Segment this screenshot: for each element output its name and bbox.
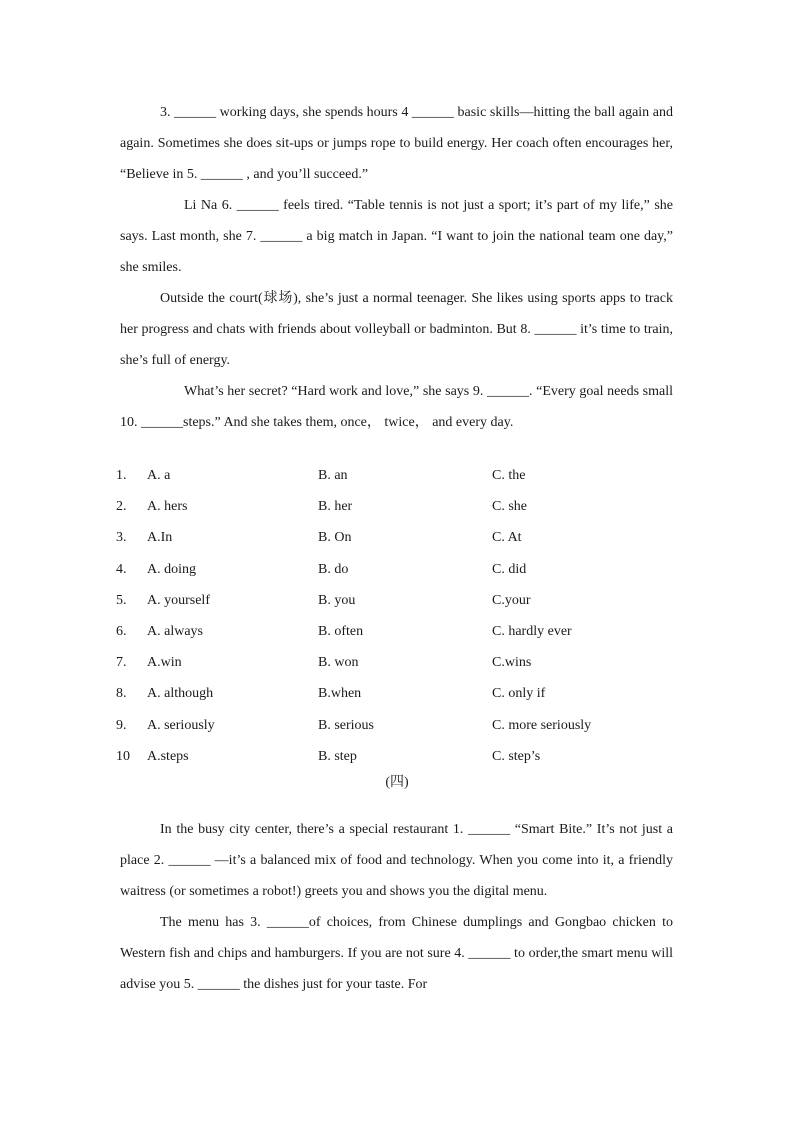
passage-two — [120, 814, 673, 1000]
option-row — [116, 585, 676, 616]
option-a: A. a — [147, 468, 171, 483]
option-c: C. step’s — [492, 748, 541, 764]
question-number: 9. — [116, 717, 127, 733]
option-row — [116, 491, 676, 522]
option-b: B. On — [318, 530, 352, 546]
option-c: C. she — [492, 499, 527, 515]
option-a: A. yourself — [147, 592, 210, 608]
question-number: 1. — [116, 468, 127, 483]
option-b: B. an — [318, 468, 348, 483]
option-b: B. do — [318, 561, 349, 577]
option-b: B. you — [318, 592, 356, 608]
option-row — [116, 522, 676, 553]
option-a: A.win — [147, 655, 182, 671]
question-number: 4. — [116, 561, 127, 577]
option-c: C. more seriously — [492, 717, 592, 733]
question-number: 2. — [116, 499, 127, 515]
option-c: C.your — [492, 592, 531, 608]
option-a: A.steps — [147, 748, 189, 764]
option-b: B. won — [318, 655, 359, 671]
passage-two-paragraph-1: In the busy city center, there’s a special restaurant 1. ______ “Smart Bite.” It’s not just a place 2. ______ —it’s a balanced mix of food and technology. When you come into it, a friendly waitress (or sometimes a robot!) greets you and shows you the digital menu. — [120, 822, 673, 899]
passage-two-paragraph-2: The menu has 3. ______of choices, from Chinese dumplings and Gongbao chicken to Western fish and chips and hamburgers. If you are not sure 4. ______ to order,the smart menu will advise you 5. ______ the dishes just for your taste. For — [120, 915, 673, 992]
option-a: A. always — [147, 623, 203, 639]
option-c: C.wins — [492, 655, 532, 671]
options-list — [116, 460, 676, 772]
option-c: C. only if — [492, 686, 546, 702]
option-a: A. although — [147, 686, 214, 702]
option-c: C. the — [492, 468, 526, 483]
option-b: B. her — [318, 499, 353, 515]
passage-one-paragraph-3: Outside the court(球场), she’s just a normal teenager. She likes using sports apps to track her progress and chats with friends about volleyball or badminton. But 8. ______ it’s time to train, she’s full of energy. — [120, 291, 673, 368]
option-a: A.In — [147, 530, 173, 546]
option-row — [116, 616, 676, 647]
passage-one-paragraph-2: Li Na 6. ______ feels tired. “Table tennis is not just a sport; it’s part of my life,” she says. Last month, she 7. ______ a big match in Japan. “I want to join the national team one day,” she smiles. — [120, 198, 673, 275]
option-b: B.when — [318, 686, 362, 702]
option-b: B. step — [318, 748, 357, 764]
question-number: 7. — [116, 655, 127, 671]
option-c: C. hardly ever — [492, 623, 572, 639]
option-a: A. doing — [147, 561, 196, 577]
option-row — [116, 647, 676, 678]
passage-one-paragraph-1: 3. ______ working days, she spends hours 4 ______ basic skills—hitting the ball again and again. Sometimes she does sit-ups or jumps rope to build energy. Her coach often encourages her, “Believe in 5. ______ , and you’ll succeed.” — [120, 105, 673, 182]
question-number: 10 — [116, 748, 130, 764]
option-row — [116, 554, 676, 585]
option-row — [116, 741, 676, 772]
option-b: B. serious — [318, 717, 374, 733]
option-a: A. seriously — [147, 717, 215, 733]
section-heading: (四) — [385, 775, 409, 790]
option-row — [116, 460, 676, 491]
option-c: C. At — [492, 530, 522, 546]
passage-one-paragraph-4: What’s her secret? “Hard work and love,” she says 9. ______. “Every goal needs small 10. ______steps.” And she takes them, once， twice， and every day. — [120, 384, 673, 430]
passage-one — [120, 97, 673, 438]
question-number: 8. — [116, 686, 127, 702]
option-row — [116, 678, 676, 709]
question-number: 3. — [116, 530, 127, 546]
question-number: 6. — [116, 623, 127, 639]
option-c: C. did — [492, 561, 527, 577]
option-a: A. hers — [147, 499, 188, 515]
option-row — [116, 710, 676, 741]
question-number: 5. — [116, 592, 127, 608]
option-b: B. often — [318, 623, 364, 639]
